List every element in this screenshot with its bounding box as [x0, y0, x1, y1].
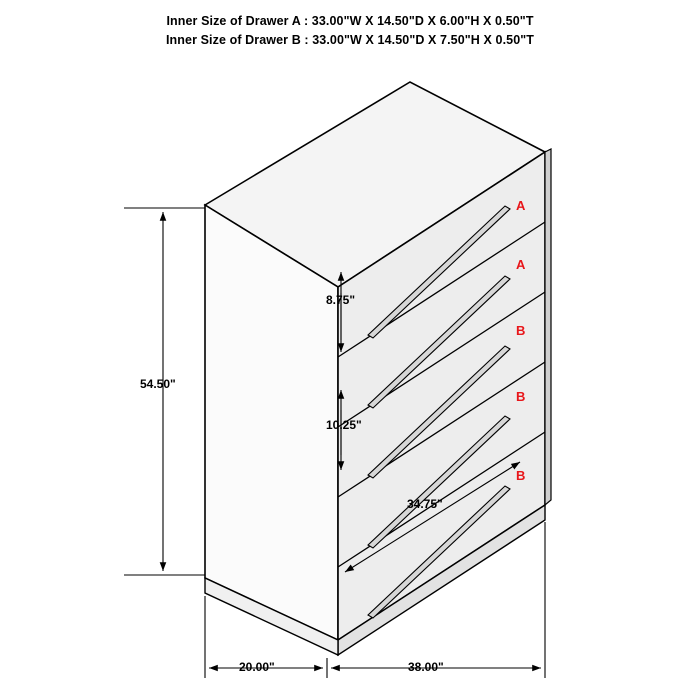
- drawer-tag-b3: B: [516, 468, 526, 483]
- label-width: 38.00": [408, 660, 444, 674]
- spec-line-drawer-a: Inner Size of Drawer A : 33.00"W X 14.50"D X 6.00"H X 0.50"T: [166, 14, 534, 28]
- drawer-tag-a1: A: [516, 198, 526, 213]
- label-drawer-width: 34.75": [407, 497, 443, 511]
- drawer-tag-a2: A: [516, 257, 526, 272]
- spec-line-drawer-b: Inner Size of Drawer B : 33.00"W X 14.50"D X 7.50"H X 0.50"T: [165, 33, 535, 47]
- drawer-tag-b1: B: [516, 323, 526, 338]
- label-drawer-b-height: 10.25": [326, 418, 362, 432]
- dimension-total-height: [124, 208, 205, 575]
- label-total-height: 54.50": [140, 377, 176, 391]
- cabinet-body: [205, 82, 551, 655]
- label-drawer-a-height: 8.75": [326, 293, 356, 307]
- label-depth: 20.00": [239, 660, 275, 674]
- drawer-tag-b2: B: [516, 389, 526, 404]
